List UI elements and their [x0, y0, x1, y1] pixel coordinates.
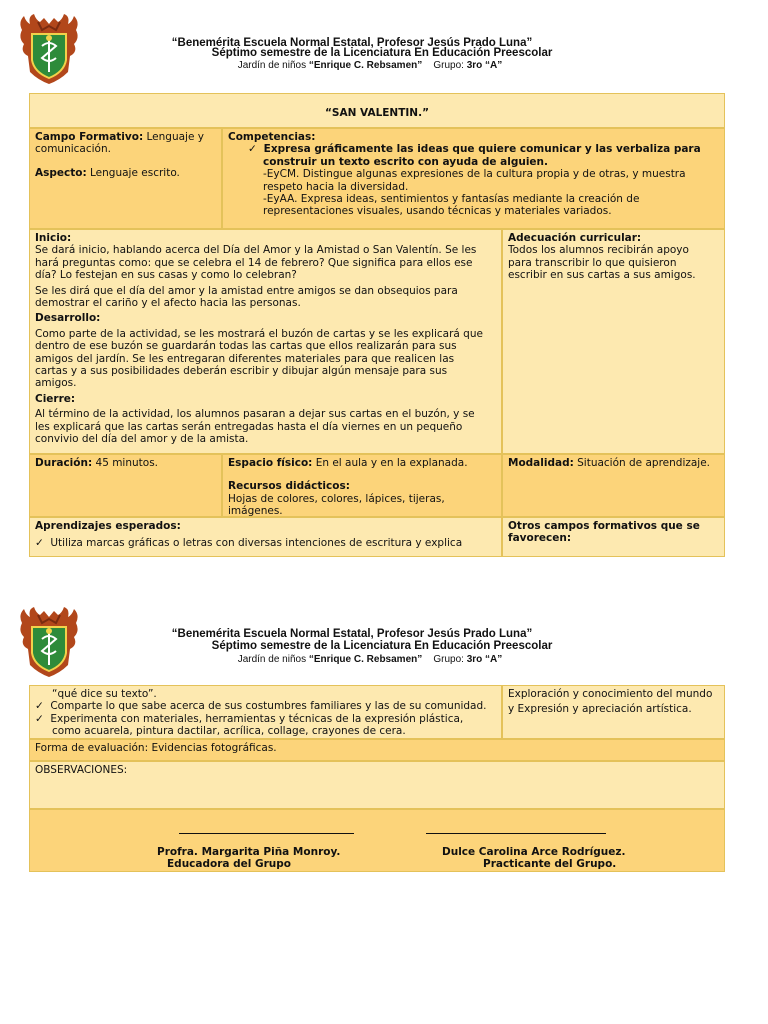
checkmark-icon: ✓ [35, 712, 44, 725]
aprendizajes-continuacion: “qué dice su texto”. ✓ Comparte lo que sabe acerca de sus costumbres familiares y las de su comunidad. ✓ Experimenta con materiales, herramientas y técnicas de la expresión plástica, como acuarela, pintura dactilar, acrílica, collage, crayones de cera. [29, 685, 502, 739]
firma-educadora-nombre: Profra. Margarita Piña Monroy. [157, 846, 341, 858]
secuencia-didactica: Inicio: Se dará inicio, hablando acerca del Día del Amor y la Amistad o San Valentín. Se les hará preguntas como: que se celebra el 14 de febrero? Que significa para ellos ese día? Lo festejan en sus casas y como lo celebran? Se les dirá que el día del amor y la amistad entre amigos se dan obsequios para demostrar el cariño y el afecto hacia las personas. Desarrollo: Como parte de la actividad, se les mostrará el buzón de cartas y se les explicará que dentro de ese buzón se guardarán todas las cartas que ellos realizarán para sus amigos del jardín. Se les entregaran diferentes materiales para que realicen las cartas y a sus posibilidades deberán escribir y dibujar algún mensaje para sus amigos. Cierre: Al término de la actividad, los alumnos pasaran a dejar sus cartas en el buzón, y se les explicará que las cartas serán entregadas hasta el día viernes en un pequeño convivio del día del amor y de la amista. [29, 229, 502, 454]
duracion: Duración: 45 minutos. [29, 454, 222, 517]
competencias: Competencias: ✓ Expresa gráficamente las ideas que quiere comunicar y las verbaliza para construir un texto escrito con ayuda de alguien. -EyCM. Distingue algunas expresiones de la cultura propia y de otras, y muestra respeto hacia la diversidad. -EyAA. Expresa ideas, sentimientos y fantasías mediante la creación de representaciones visuales, usando técnicas y materiales variados. [222, 128, 725, 229]
aprendizajes-esperados: Aprendizajes esperados: ✓ Utiliza marcas gráficas o letras con diversas intenciones de escritura y explica [29, 517, 502, 557]
modalidad: Modalidad: Situación de aprendizaje. [502, 454, 725, 517]
header-kinder: Jardín de niños “Enrique C. Rebsamen” Grupo: 3ro “A” [237, 654, 503, 665]
checkmark-icon: ✓ [248, 143, 257, 156]
signature-line-educadora [179, 833, 354, 834]
espacio-fisico: Espacio físico: En el aula y en la explanada. Recursos didácticos: Hojas de colores, colores, lápices, tijeras, imágenes. [222, 454, 502, 517]
firma-educadora-cargo: Educadora del Grupo [167, 858, 292, 870]
firma-practicante-cargo: Practicante del Grupo. [483, 858, 617, 870]
checkmark-icon: ✓ [35, 537, 44, 550]
firma-practicante-nombre: Dulce Carolina Arce Rodríguez. [442, 846, 626, 858]
header-school-name: “Benemérita Escuela Normal Estatal, Profesor Jesús Prado Luna” [171, 628, 533, 640]
observaciones: OBSERVACIONES: [29, 761, 725, 809]
checkmark-icon: ✓ [35, 700, 44, 713]
campo-formativo: Campo Formativo: Lenguaje y comunicación. Aspecto: Lenguaje escrito. [29, 128, 222, 229]
header-school-name: “Benemérita Escuela Normal Estatal, Profesor Jesús Prado Luna” [171, 37, 533, 49]
forma-evaluacion: Forma de evaluación: Evidencias fotográficas. [29, 739, 725, 761]
header-semester: Séptimo semestre de la Licenciatura En Educación Preescolar [211, 47, 553, 59]
header-semester: Séptimo semestre de la Licenciatura En Educación Preescolar [211, 640, 553, 652]
otros-campos-valor: Exploración y conocimiento del mundo y Expresión y apreciación artística. [502, 685, 725, 739]
adecuacion-curricular: Adecuación curricular: Todos los alumnos recibirán apoyo para transcribir lo que quisieron escribir en sus cartas a sus amigos. [502, 229, 725, 454]
otros-campos: Otros campos formativos que se favorecen: [502, 517, 725, 557]
signature-line-practicante [426, 833, 606, 834]
header-kinder: Jardín de niños “Enrique C. Rebsamen” Grupo: 3ro “A” [237, 60, 503, 71]
firmas [29, 809, 725, 872]
activity-title: “SAN VALENTIN.” [29, 93, 725, 128]
